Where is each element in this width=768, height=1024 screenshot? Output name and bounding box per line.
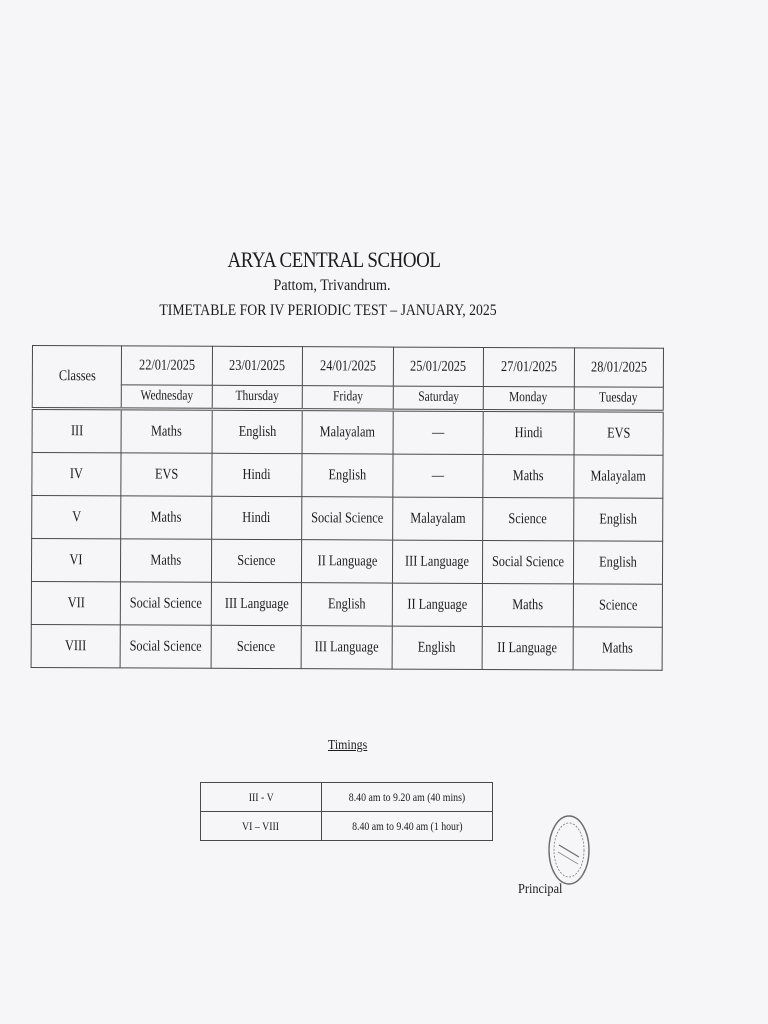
- date-header: 28/01/2025: [574, 348, 663, 387]
- subject-cell: Malayalam: [574, 455, 663, 498]
- subject-cell: EVS: [574, 411, 663, 455]
- table-row: [32, 409, 663, 456]
- table-row: [32, 453, 663, 499]
- date-header: 27/01/2025: [483, 347, 574, 386]
- timings-classes-cell: III - V: [201, 783, 322, 812]
- subject-cell: Science: [211, 625, 301, 668]
- subject-cell: Science: [573, 584, 662, 627]
- subject-cell: English: [302, 454, 393, 497]
- subject-cell: Maths: [121, 409, 212, 453]
- class-cell: VI: [31, 539, 120, 582]
- class-cell: VIII: [31, 624, 120, 667]
- day-header: Tuesday: [574, 387, 663, 411]
- table-row: [31, 581, 662, 627]
- subject-cell: English: [301, 583, 392, 626]
- subject-cell: Hindi: [212, 496, 302, 539]
- subject-cell: English: [392, 626, 482, 669]
- exam-timetable: [31, 345, 664, 671]
- school-name: ARYA CENTRAL SCHOOL: [227, 247, 441, 272]
- subject-cell: Maths: [573, 627, 662, 670]
- subject-cell: Science: [211, 539, 301, 582]
- subject-cell: Social Science: [120, 625, 211, 668]
- subject-cell: Social Science: [482, 540, 573, 583]
- subject-cell: II Language: [482, 626, 573, 669]
- subject-cell: III Language: [301, 626, 392, 669]
- subject-cell: EVS: [121, 453, 212, 496]
- timetable-title: TIMETABLE FOR IV PERIODIC TEST – JANUARY, 2025: [159, 302, 497, 319]
- day-header: Thursday: [212, 385, 302, 409]
- subject-cell: Maths: [121, 496, 212, 539]
- school-seal-icon: [545, 812, 591, 890]
- date-header: 24/01/2025: [302, 347, 393, 386]
- subject-cell: Malayalam: [393, 497, 483, 540]
- table-row: [31, 539, 662, 585]
- timings-title: Timings: [328, 738, 368, 753]
- timings-classes-cell: VI – VIII: [201, 812, 322, 841]
- subject-cell: Hindi: [483, 410, 574, 454]
- principal-signature-label: Principal: [518, 882, 563, 897]
- school-address: Pattom, Trivandrum.: [273, 277, 391, 294]
- day-header: Friday: [302, 386, 393, 410]
- table-row: [201, 783, 493, 812]
- table-row: [32, 496, 663, 542]
- subject-cell: Malayalam: [302, 410, 393, 454]
- class-cell: III: [32, 409, 121, 453]
- date-header: 25/01/2025: [393, 347, 483, 386]
- subject-cell: II Language: [392, 583, 482, 626]
- subject-cell: III Language: [392, 540, 482, 583]
- subject-cell: Maths: [482, 583, 573, 626]
- day-header: Saturday: [393, 386, 483, 410]
- date-header: 22/01/2025: [122, 346, 213, 385]
- subject-cell: Maths: [121, 539, 212, 582]
- class-cell: VII: [31, 581, 120, 624]
- subject-cell: II Language: [302, 540, 393, 583]
- table-row: [201, 812, 493, 841]
- subject-cell: Maths: [483, 454, 574, 497]
- subject-cell: English: [212, 409, 302, 453]
- subject-cell: English: [573, 541, 662, 584]
- subject-cell: —: [393, 410, 483, 454]
- class-cell: IV: [32, 453, 121, 496]
- day-header: Wednesday: [121, 385, 212, 409]
- document-header: [0, 246, 768, 324]
- timings-time-cell: 8.40 am to 9.40 am (1 hour): [322, 812, 493, 841]
- timings-time-cell: 8.40 am to 9.20 am (40 mins): [322, 783, 493, 812]
- subject-cell: English: [573, 498, 662, 541]
- date-header: 23/01/2025: [212, 346, 302, 385]
- subject-cell: Social Science: [302, 497, 393, 540]
- classes-header: Classes: [32, 346, 121, 409]
- table-row: [31, 624, 662, 670]
- subject-cell: Hindi: [212, 453, 302, 496]
- subject-cell: Science: [483, 497, 574, 540]
- subject-cell: Social Science: [120, 582, 211, 625]
- timings-table: [200, 782, 493, 841]
- subject-cell: III Language: [211, 582, 301, 625]
- class-cell: V: [32, 496, 121, 539]
- day-header: Monday: [483, 386, 574, 410]
- subject-cell: —: [393, 454, 483, 497]
